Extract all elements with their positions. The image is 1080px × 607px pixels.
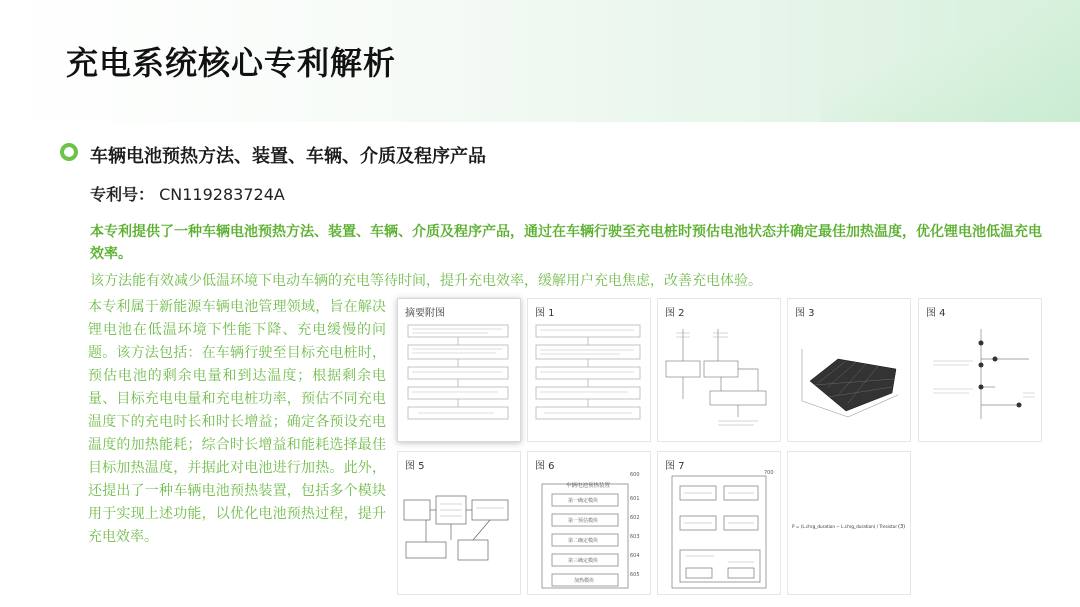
patent-description: 本专利属于新能源车辆电池管理领域，旨在解决锂电池在低温环境下性能下降、充电缓慢的问题。该方法包括：在车辆行驶至目标充电桩时，预估电池的剩余电量和到达温度；根据剩余电量、目标充电电量和充电桩功率，预估不同充电温度下的充电时长和时长增益；确定各预设充电温度的加热能耗；综合时长增益和能耗选择最佳目标加热温度，并据此对电池进行加热。此外，还提出了一种车辆电池预热装置，包括多个模块用于实现上述功能，以优化电池预热过程，提升充电效率。	[88, 299, 386, 545]
ref-604: 604	[630, 553, 640, 559]
hardware-diagram-graphic	[658, 452, 780, 594]
ref-601: 601	[630, 496, 640, 502]
figure-6[interactable]	[527, 451, 651, 595]
block-diagram-graphic	[658, 299, 780, 441]
module-1: 第一确定模块	[568, 498, 599, 504]
figure-3[interactable]	[787, 298, 911, 442]
formula-number: (3)	[898, 524, 906, 530]
figure-2[interactable]	[657, 298, 781, 442]
formula-text: P = (L.chrg_duration − L.chrg_duration) / Tresistor	[792, 524, 898, 529]
ref-600: 600	[630, 472, 640, 478]
figure-7[interactable]	[657, 451, 781, 595]
patent-number-row	[90, 182, 285, 205]
figure-label: 图 4	[926, 308, 946, 319]
patent-title: 车辆电池预热方法、装置、车辆、介质及程序产品	[90, 146, 486, 167]
figure-formula[interactable]	[787, 451, 911, 595]
figure-abstract[interactable]	[397, 298, 521, 442]
system-diagram-graphic	[398, 452, 520, 594]
figure-1[interactable]	[527, 298, 651, 442]
surface-plot-graphic	[788, 299, 910, 441]
device-title: 车辆电池预热装置	[566, 483, 611, 489]
ref-605: 605	[630, 572, 640, 578]
figure-label: 图 7	[665, 461, 685, 472]
page-title: 充电系统核心专利解析	[66, 44, 397, 82]
flowchart-graphic	[528, 299, 650, 441]
patent-label: 专利号：	[90, 185, 155, 204]
figure-label: 图 3	[795, 308, 815, 319]
figure-label: 图 5	[405, 461, 425, 472]
figure-5[interactable]	[397, 451, 521, 595]
module-5: 加热模块	[574, 578, 595, 584]
module-2: 第一预估模块	[568, 518, 599, 524]
ref-700: 700	[764, 470, 774, 476]
patent-summary: 本专利提供了一种车辆电池预热方法、装置、车辆、介质及程序产品，通过在车辆行驶至充电桩时预估电池状态并确定最佳加热温度，优化锂电池低温充电效率。	[90, 224, 1042, 262]
patent-effect: 该方法能有效减少低温环境下电动车辆的充电等待时间，提升充电效率，缓解用户充电焦虑，改善充电体验。	[90, 273, 762, 289]
figure-label: 摘要附图	[405, 308, 445, 319]
timeline-graphic	[919, 299, 1041, 441]
ref-603: 603	[630, 534, 640, 540]
figure-4[interactable]	[918, 298, 1042, 442]
patent-number: CN119283724A	[159, 185, 285, 204]
figure-label: 图 1	[535, 308, 555, 319]
module-3: 第二确定模块	[568, 538, 599, 544]
flowchart-graphic	[398, 299, 520, 441]
module-4: 第三确定模块	[568, 558, 599, 564]
figure-label: 图 2	[665, 308, 685, 319]
figure-label: 图 6	[535, 461, 555, 472]
bullet-ring-icon	[60, 143, 78, 161]
ref-602: 602	[630, 515, 640, 521]
